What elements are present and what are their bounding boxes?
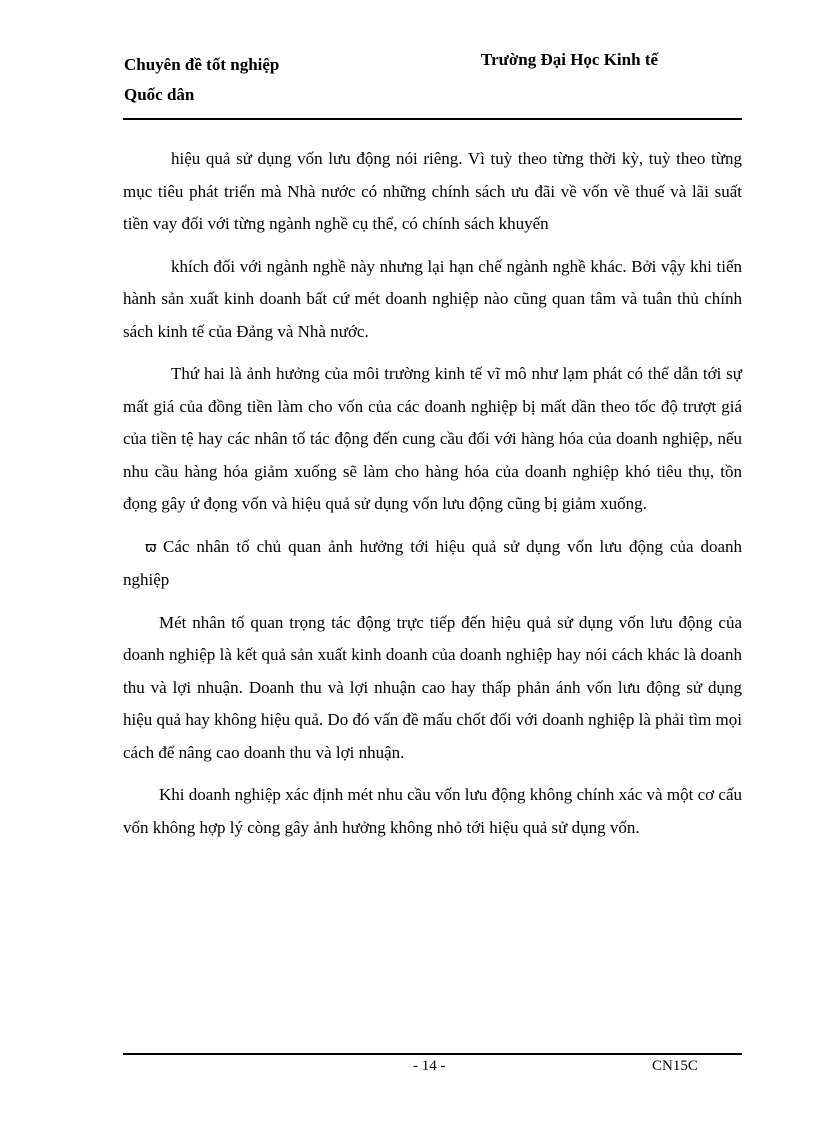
document-body — [123, 143, 742, 854]
bullet-heading — [123, 531, 742, 597]
footer-divider — [123, 1053, 742, 1055]
header-left — [124, 50, 344, 110]
footer-code: CN15C — [652, 1058, 698, 1074]
header-left-line1: Chuyên đề tốt nghiệp — [124, 55, 280, 74]
bullet-icon: ϖ — [145, 539, 157, 556]
paragraph-1: hiệu quả sử dụng vốn lưu động nói riêng. Vì tuỳ theo từng thời kỳ, tuỳ theo từng mục tiêu phát triển mà Nhà nước có những chính sách ưu đãi về vốn về thuế và lãi suất tiền vay đối với từng ngành nghề cụ thể, có chính sách khuyến — [123, 149, 742, 233]
paragraph-2: khích đối với ngành nghề này nhưng lại hạn chế ngành nghề khác. Bởi vậy khi tiến hành sản xuất kinh doanh bất cứ mét doanh nghiệp nào cũng quan tâm và tuân thủ chính sách kinh tế của Đảng và Nhà nước. — [123, 256, 742, 341]
header-left-line2: Quốc dân — [124, 85, 195, 104]
paragraph-3: Thứ hai là ảnh hưởng của môi trường kinh tế vĩ mô như lạm phát có thể dẫn tới sự mất giá của đồng tiền làm cho vốn của các doanh nghiệp bị mất dần theo tốc độ trượt giá của tiền tệ hay các nhân tố tác động đến cung cầu đối với hàng hóa của doanh nghiệp, nếu nhu cầu hàng hóa giảm xuống sẽ làm cho hàng hóa của doanh nghiệp khó tiêu thụ, tồn đọng gây ứ đọng vốn và hiệu quả sử dụng vốn lưu động cũng bị giảm xuống. — [123, 364, 742, 513]
header-right: Trường Đại Học Kinh tế — [481, 50, 659, 69]
bullet-heading-text: Các nhân tố chủ quan ảnh hưởng tới hiệu quả sử dụng vốn lưu động của doanh nghiệp — [123, 536, 742, 589]
page-number: - 14 - — [413, 1058, 446, 1074]
header-divider — [123, 118, 742, 120]
paragraph-5: Khi doanh nghiệp xác định mét nhu cầu vốn lưu động không chính xác và một cơ cấu vốn không hợp lý còng gây ảnh hưởng không nhỏ tới hiệu quả sử dụng vốn. — [123, 785, 742, 837]
paragraph-4: Mét nhân tố quan trọng tác động trực tiếp đến hiệu quả sử dụng vốn lưu động của doanh nghiệp là kết quả sản xuất kinh doanh của doanh nghiệp hay nói cách khác là doanh thu và lợi nhuận. Doanh thu và lợi nhuận cao hay thấp phản ánh vốn lưu động sử dụng hiệu quả hay không hiệu quả. Do đó vấn đề mấu chốt đối với doanh nghiệp là phải tìm mọi cách để nâng cao doanh thu và lợi nhuận. — [123, 612, 742, 762]
